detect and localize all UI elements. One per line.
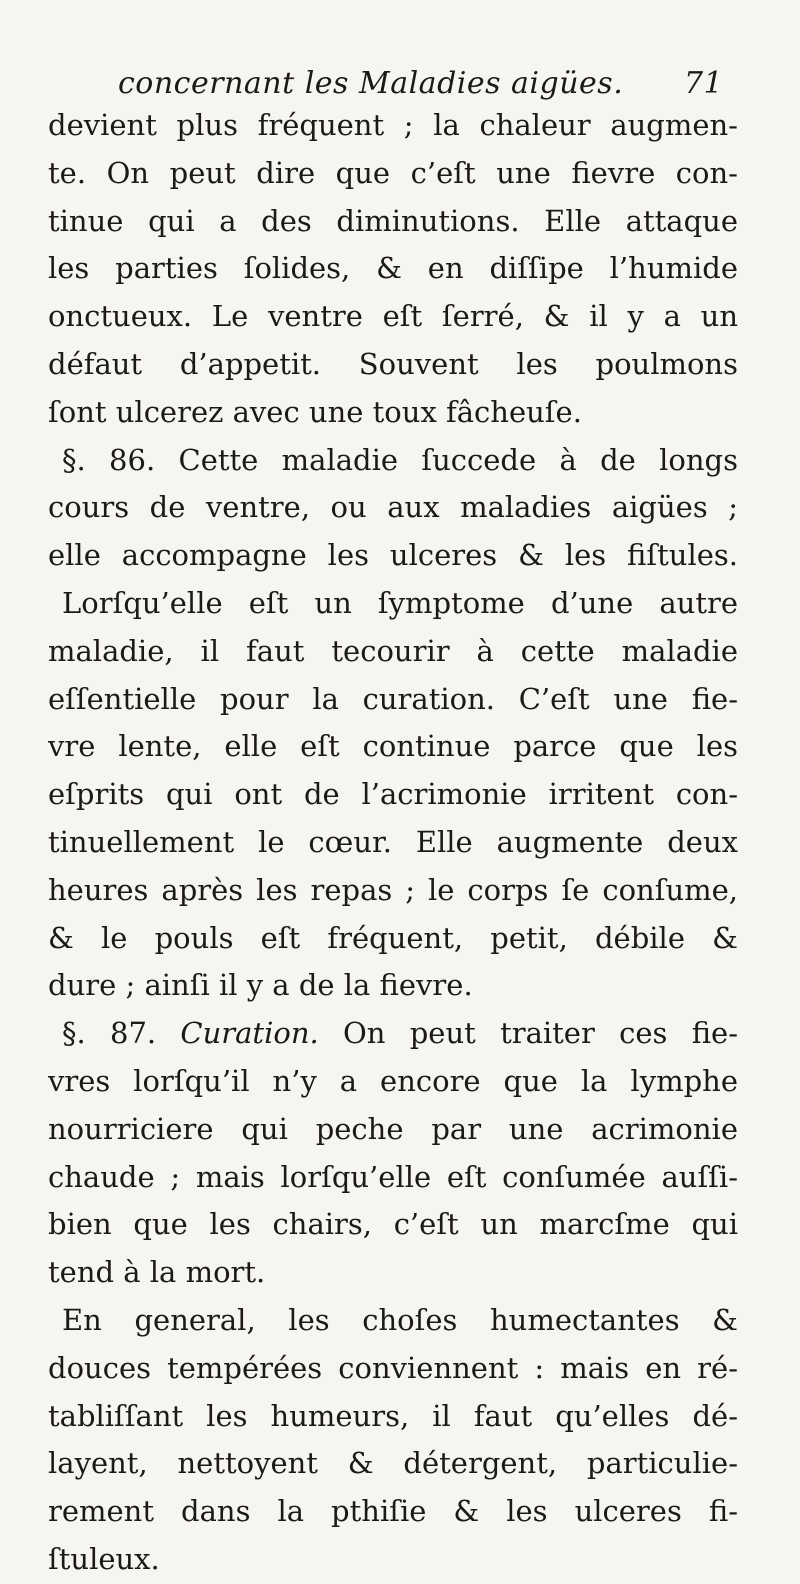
text-line: vre lente, elle eſt continue parce que les [48, 729, 738, 764]
text-line: nourriciere qui peche par une acrimonie [48, 1111, 738, 1146]
text-line: devient plus fréquent ; la chaleur augmen- [48, 108, 738, 142]
text-run: On peut traiter ces fie- [318, 1016, 738, 1051]
text-line: tabliſſant les humeurs, il faut qu’elles dé- [48, 1398, 738, 1433]
text-line: eſprits qui ont de l’acrimonie irritent con- [48, 777, 738, 812]
text-line: eſſentielle pour la curation. C’eſt une fie- [48, 681, 738, 716]
text-line: dure ; ainſi il y a de la fievre. [48, 968, 473, 1003]
text-line: défaut d’appetit. Souvent les poulmons [48, 346, 738, 381]
section-heading-curation: Curation. [180, 1016, 319, 1051]
text-line: chaude ; mais lorſqu’elle eſt conſumée auſſi- [48, 1159, 738, 1194]
text-line: maladie, il faut tecourir à cette maladie [48, 633, 738, 668]
running-title: concernant les Maladies aigües. [118, 66, 624, 101]
paragraph-87-start [48, 1010, 738, 1058]
text-line: onctueux. Le ventre eſt ſerré, & il y a un [48, 299, 738, 334]
text-line: ſtuleux. [48, 1541, 160, 1576]
paragraph-86-start: §. 86. Cette maladie ſuccede à de longs [62, 442, 738, 477]
text-line: & le pouls eſt fréquent, petit, débile & [48, 920, 738, 955]
text-line: ſont ulcerez avec une toux fâcheuſe. [48, 394, 582, 429]
text-line: cours de ventre, ou aux maladies aigües ; [48, 490, 738, 525]
paragraph-general-start: En general, les choſes humectantes & [62, 1302, 738, 1337]
text-line: tinue qui a des diminutions. Elle attaque [48, 203, 738, 238]
text-line: Lorſqu’elle eſt un ſymptome d’une autre [62, 585, 738, 620]
text-line: les parties ſolides, & en diſſipe l’humide [48, 251, 738, 286]
text-line: layent, nettoyent & détergent, particulie- [48, 1446, 738, 1481]
text-line: heures après les repas ; le corps ſe conſume, [48, 872, 738, 907]
text-line: bien que les chairs, c’eſt un marcſme qui [48, 1207, 738, 1242]
text-line: douces tempérées conviennent : mais en ré- [48, 1350, 738, 1385]
text-line: rement dans la pthiſie & les ulceres fi- [48, 1494, 738, 1529]
page-number: 71 [684, 66, 724, 101]
text-line: tinuellement le cœur. Elle augmente deux [48, 824, 738, 859]
text-line: te. On peut dire que c’eſt une fievre con- [48, 155, 738, 190]
text-line: vres lorſqu’il n’y a encore que la lymphe [48, 1063, 738, 1098]
text-body [48, 102, 738, 1584]
section-number: §. 87. [62, 1016, 181, 1051]
text-line: elle accompagne les ulceres & les fiſtules. [48, 538, 738, 573]
text-line: tend à la mort. [48, 1255, 266, 1290]
running-header [118, 66, 724, 101]
